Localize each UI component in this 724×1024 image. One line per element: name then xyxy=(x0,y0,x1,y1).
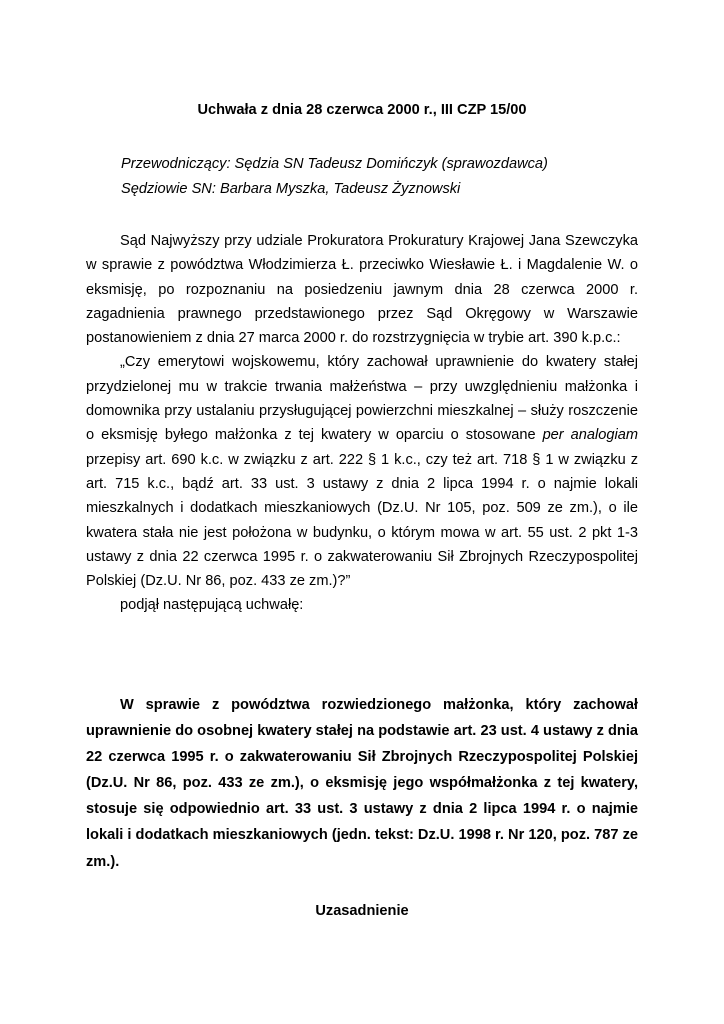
question-text-start: „Czy emerytowi wojskowemu, który zachował uprawnienie do kwatery stałej przydzielonej mu w trakcie trwania małżeństwa – przy uwzględnieniu małżonka i domownika przy ustalaniu przysługującej powierzchni mieszkalnej – służy roszczenie o eksmisję byłego małżonka z tej kwatery w oparciu o stosowane xyxy=(86,354,638,444)
document-title: Uchwała z dnia 28 czerwca 2000 r., III CZP 15/00 xyxy=(197,102,527,118)
question-latin-term: per analogiam xyxy=(542,427,638,444)
adopted-resolution-line: podjął następującą uchwałę: xyxy=(120,597,304,614)
question-text-end: przepisy art. 690 k.c. w związku z art. 222 § 1 k.c., czy też art. 718 § 1 w związku z art. 715 k.c., bądź art. 33 ust. 3 ustawy z dnia 2 lipca 1994 r. o najmie lokali mieszkalnych i dodatkach mieszkaniowych (Dz.U. Nr 105, poz. 509 ze zm.), o ile kwatera stała nie jest położona w budynku, o którym mowa w art. 55 ust. 2 pkt 1-3 ustawy z dnia 22 czerwca 1995 r. o zakwaterowaniu Sił Zbrojnych Rzeczypospolitej Polskiej (Dz.U. Nr 86, poz. 433 ze zm.)?” xyxy=(86,451,638,590)
resolution-text xyxy=(86,692,638,875)
legal-question-paragraph xyxy=(86,350,638,593)
court-composition xyxy=(121,152,681,202)
chairman-line: Przewodniczący: Sędzia SN Tadeusz Domińczyk (sprawozdawca) xyxy=(121,156,548,172)
resolution-paragraph: W sprawie z powództwa rozwiedzionego małżonka, który zachował uprawnienie do osobnej kwatery stałej na podstawie art. 23 ust. 4 ustawy z dnia 22 czerwca 1995 r. o zakwaterowaniu Sił Zbrojnych Rzeczypospolitej Polskiej (Dz.U. Nr 86, poz. 433 ze zm.), o eksmisję jego współmałżonka z tej kwatery, stosuje się odpowiednio art. 33 ust. 3 ustawy z dnia 2 lipca 1994 r. o najmie lokali i dodatkach mieszkaniowych (jedn. tekst: Dz.U. 1998 r. Nr 120, poz. 787 ze zm.). xyxy=(86,697,638,870)
justification-heading: Uzasadnienie xyxy=(315,903,409,919)
judges-line: Sędziowie SN: Barbara Myszka, Tadeusz Żyznowski xyxy=(121,181,461,197)
intro-paragraph: Sąd Najwyższy przy udziale Prokuratora Prokuratury Krajowej Jana Szewczyka w sprawie z powództwa Włodzimierza Ł. przeciwko Wiesławie Ł. i Magdalenie W. o eksmisję, po rozpoznaniu na posiedzeniu jawnym dnia 28 czerwca 2000 r. zagadnienia prawnego przedstawionego przez Sąd Okręgowy w Warszawie postanowieniem z dnia 27 marca 2000 r. do rozstrzygnięcia w trybie art. 390 k.p.c.: xyxy=(86,233,638,347)
document-body xyxy=(86,229,638,618)
